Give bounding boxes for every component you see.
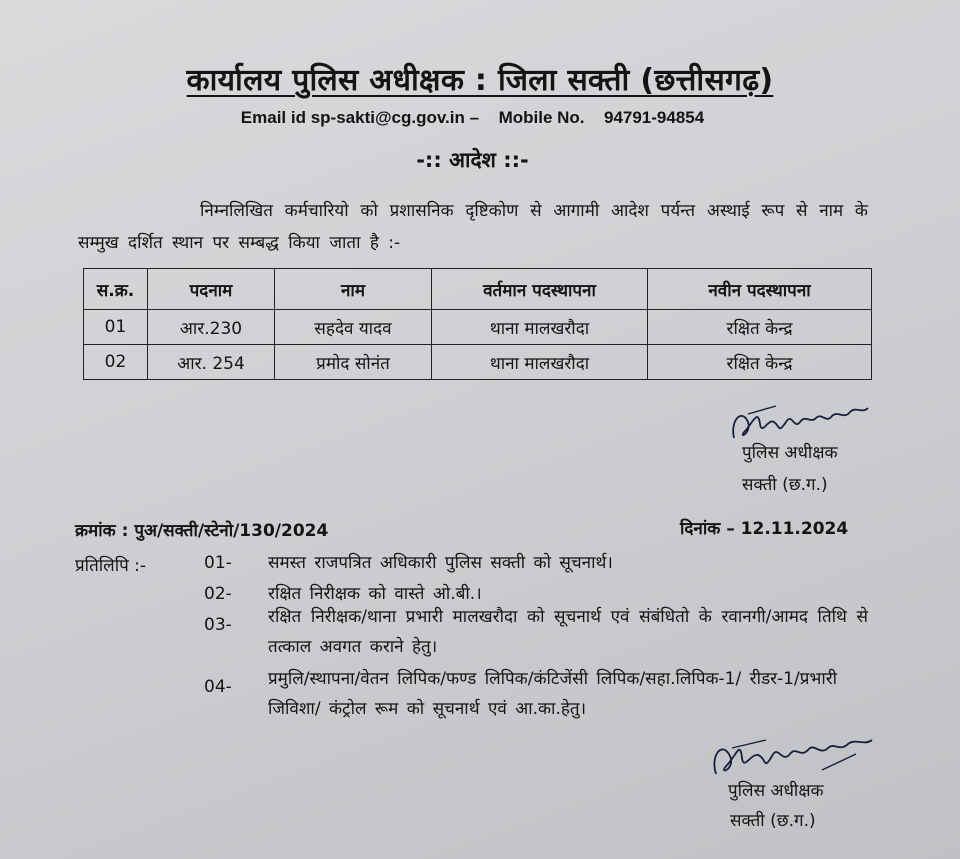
reference-number: क्रमांक : पुअ/सक्ती/स्टेनो/130/2024 xyxy=(75,521,329,541)
cell-serial: 01 xyxy=(84,310,148,345)
cell-new-posting: रक्षित केन्द्र xyxy=(648,310,872,345)
copy-item-text: प्रमुलि/स्थापना/वेतन लिपिक/फण्ड लिपिक/कंटिजेंसी लिपिक/सहा.लिपिक-1/ रीडर-1/प्रभारी जिविशा/ कंट्रोल रूम को सूचनार्थ एवं आ.का.हेतु। xyxy=(268,669,838,719)
table-row xyxy=(84,345,872,380)
order-intro: निम्नलिखित कर्मचारियो को प्रशासनिक दृष्टिकोण से आगामी आदेश पर्यन्त अस्थाई रूप से नाम के सम्मुख दर्शित स्थान पर सम्बद्ध किया जाता है :- xyxy=(78,201,868,253)
order-date: दिनांक – 12.11.2024 xyxy=(680,519,849,539)
mobile-label: Mobile No. xyxy=(498,108,585,127)
copy-item-number: 03- xyxy=(204,615,232,635)
col-new-posting: नवीन पदस्थापना xyxy=(648,269,872,310)
cell-current-posting: थाना मालखरौदा xyxy=(432,345,648,380)
signatory-place-2: सक्ती (छ.ग.) xyxy=(730,811,816,831)
signatory-title: पुलिस अधीक्षक xyxy=(742,443,838,463)
table-row xyxy=(84,310,872,345)
copy-to-label: प्रतिलिपि :- xyxy=(75,556,147,576)
table-header-row xyxy=(84,269,872,310)
cell-current-posting: थाना मालखरौदा xyxy=(432,310,648,345)
personnel-table xyxy=(83,268,872,380)
col-serial: स.क्र. xyxy=(84,269,148,310)
cell-new-posting: रक्षित केन्द्र xyxy=(648,345,872,380)
copy-item-number: 04- xyxy=(204,677,232,697)
contact-separator: – xyxy=(469,108,480,127)
cell-name: प्रमोद सोनंत xyxy=(275,345,432,380)
office-title: कार्यालय पुलिस अधीक्षक : जिला सक्ती (छत्तीसगढ़) xyxy=(186,63,774,98)
copy-item-text: रक्षित निरीक्षक/थाना प्रभारी मालखरौदा को सूचनार्थ एवं संबंधितो के रवानगी/आमद तिथि से तत्काल अवगत कराने हेतु। xyxy=(268,607,868,657)
contact-line xyxy=(0,108,945,128)
col-current-posting: वर्तमान पदस्थापना xyxy=(432,269,648,310)
signatory-title-2: पुलिस अधीक्षक xyxy=(728,781,824,801)
cell-designation: आर.230 xyxy=(148,310,275,345)
col-designation: पदनाम xyxy=(148,269,275,310)
cell-designation: आर. 254 xyxy=(148,345,275,380)
copy-item-text: रक्षित निरीक्षक को वास्ते ओ.बी.। xyxy=(268,584,482,604)
mobile-number: 94791-94854 xyxy=(603,108,705,127)
copy-item-number: 02- xyxy=(204,584,232,604)
order-heading: -:: आदेश ::- xyxy=(416,148,529,172)
signatory-place: सक्ती (छ.ग.) xyxy=(742,475,828,495)
copy-item-text: समस्त राजपत्रित अधिकारी पुलिस सक्ती को सूचनार्थ। xyxy=(268,553,613,573)
cell-name: सहदेव यादव xyxy=(275,310,432,345)
col-name: नाम xyxy=(275,269,432,310)
email-address[interactable]: sp-sakti@cg.gov.in xyxy=(310,108,465,127)
cell-serial: 02 xyxy=(84,345,148,380)
copy-item-number: 01- xyxy=(204,553,232,573)
email-label: Email id xyxy=(240,108,306,127)
